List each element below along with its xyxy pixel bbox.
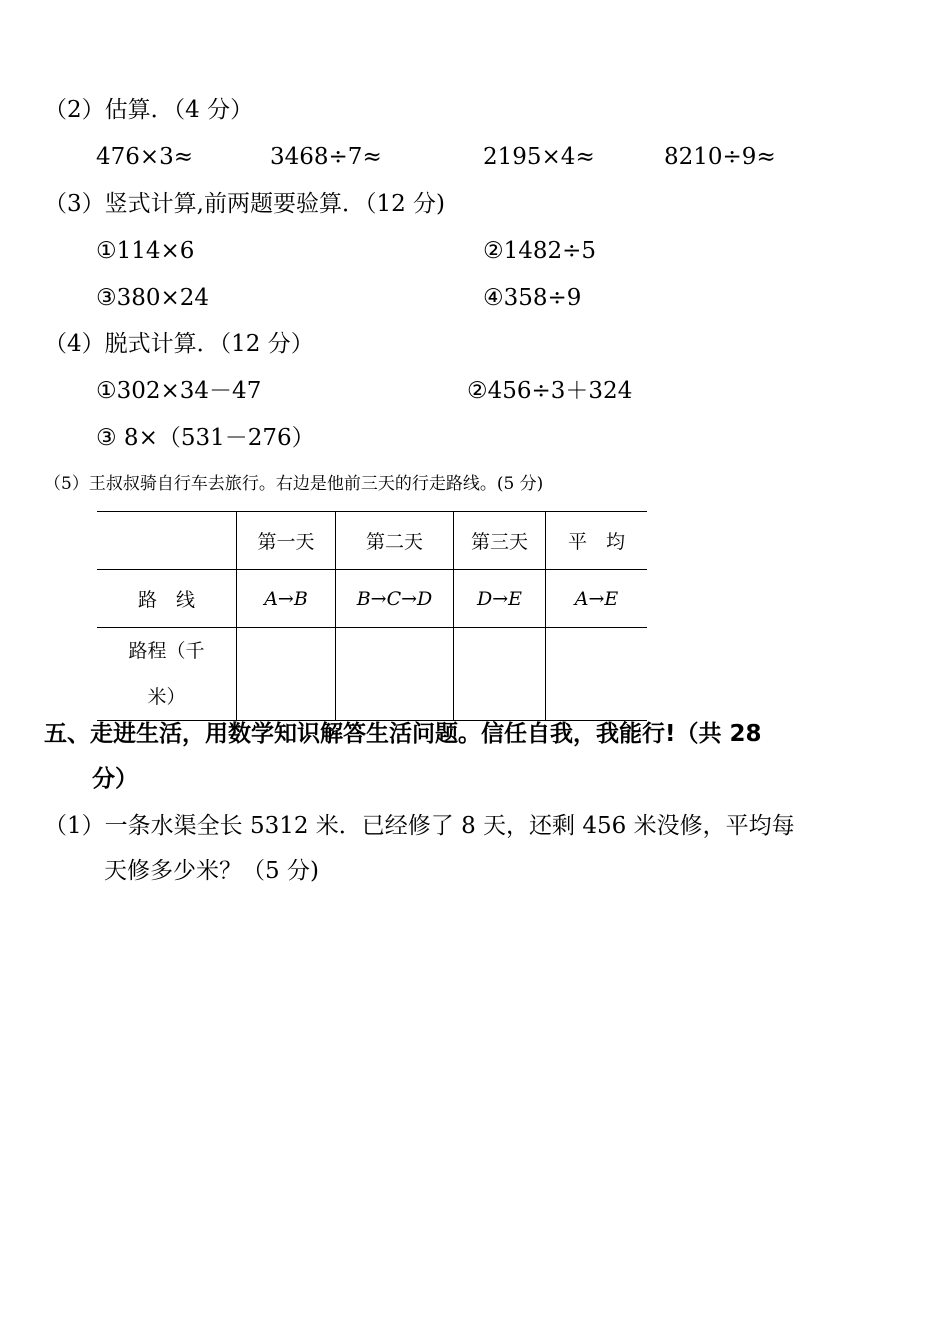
section5-heading-line1: 五、走进生活，用数学知识解答生活问题。信任自我，我能行!（共 28 (44, 721, 762, 747)
table-header-day2: 第二天 (336, 512, 454, 570)
q2-item-2: 3468÷7≈ (270, 144, 382, 170)
distance-day1-blank (237, 628, 336, 721)
q3-item-2: ②1482÷5 (483, 238, 597, 264)
q3-item-3: ③380×24 (96, 285, 210, 311)
q4-item-3: ③ 8×（531－276） (96, 425, 315, 451)
distance-label-line1: 路程（千 (128, 640, 205, 662)
table-header-empty (97, 512, 237, 570)
route-day1: A→B (237, 570, 336, 628)
route-day2: B→C→D (336, 570, 454, 628)
q3-heading: （3）竖式计算,前两题要验算．（12 分) (44, 191, 445, 217)
distance-label-line2: 米） (147, 686, 186, 708)
section5-heading-line2: 分） (92, 766, 138, 792)
distance-day2-blank (336, 628, 454, 721)
route-table (97, 511, 647, 721)
q4-item-2: ②456÷3＋324 (467, 378, 633, 404)
q4-item-1: ①302×34－47 (96, 378, 262, 404)
q2-item-3: 2195×4≈ (483, 144, 595, 170)
q2-heading: （2）估算．（4 分） (44, 97, 254, 123)
q3-item-1: ①114×6 (96, 238, 195, 264)
table-row-label-distance (97, 628, 237, 721)
section5-q1-line1: （1）一条水渠全长 5312 米．已经修了 8 天，还剩 456 米没修，平均每 (44, 813, 795, 839)
route-average: A→E (546, 570, 648, 628)
distance-average-blank (546, 628, 648, 721)
q3-item-4: ④358÷9 (483, 285, 582, 311)
table-header-average: 平 均 (546, 512, 648, 570)
q5-heading: （5）王叔叔骑自行车去旅行。右边是他前三天的行走路线。(5 分) (44, 474, 544, 494)
table-header-day3: 第三天 (454, 512, 546, 570)
q2-item-1: 476×3≈ (96, 144, 194, 170)
table-row-label-route: 路 线 (97, 570, 237, 628)
route-day3: D→E (454, 570, 546, 628)
table-header-day1: 第一天 (237, 512, 336, 570)
q4-heading: （4）脱式计算．（12 分） (44, 331, 314, 357)
q2-item-4: 8210÷9≈ (664, 144, 776, 170)
section5-q1-line2: 天修多少米？（5 分) (104, 858, 319, 884)
distance-day3-blank (454, 628, 546, 721)
